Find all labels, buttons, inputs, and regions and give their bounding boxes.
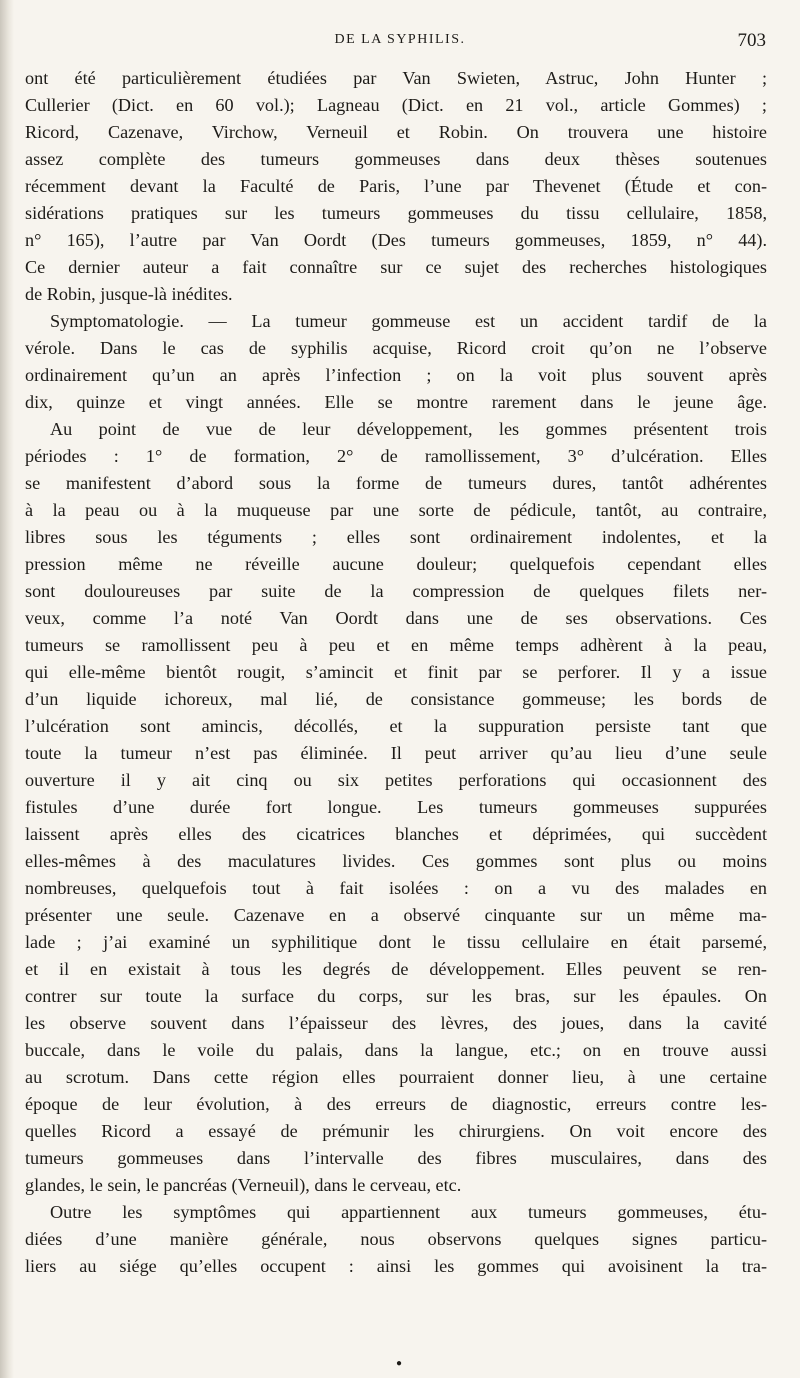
text-line: toute la tumeur n’est pas éliminée. Il peut arriver qu’au lieu d’une seule: [25, 743, 767, 763]
text-line: Cullerier (Dict. en 60 vol.); Lagneau (Dict. en 21 vol., article Gommes) ;: [25, 95, 767, 115]
text-line: liers au siége qu’elles occupent : ainsi les gommes qui avoisinent la tra-: [25, 1256, 767, 1276]
text-line: vérole. Dans le cas de syphilis acquise, Ricord croit qu’on ne l’observe: [25, 338, 767, 358]
ink-spot: ●: [396, 1358, 403, 1369]
text-line: diées d’une manière générale, nous observons quelques signes particu-: [25, 1229, 767, 1249]
text-line: nombreuses, quelquefois tout à fait isolées : on a vu des malades en: [25, 878, 767, 898]
text-line: ouverture il y ait cinq ou six petites perforations qui occasionnent des: [25, 770, 767, 790]
text-line: assez complète des tumeurs gommeuses dans deux thèses soutenues: [25, 149, 767, 169]
text-line: Symptomatologie. — La tumeur gommeuse est un accident tardif de la: [50, 311, 767, 331]
text-line: veux, comme l’a noté Van Oordt dans une de ses observations. Ces: [25, 608, 767, 628]
text-line: quelles Ricord a essayé de prémunir les chirurgiens. On voit encore des: [25, 1121, 767, 1141]
text-line: les observe souvent dans l’épaisseur des lèvres, des joues, dans la cavité: [25, 1013, 767, 1033]
text-line: l’ulcération sont amincis, décollés, et la suppuration persiste tant que: [25, 716, 767, 736]
page-number: 703: [737, 30, 766, 51]
text-line: périodes : 1° de formation, 2° de ramollissement, 3° d’ulcération. Elles: [25, 446, 767, 466]
text-line: Outre les symptômes qui appartiennent aux tumeurs gommeuses, étu-: [50, 1202, 767, 1222]
text-line: laissent après elles des cicatrices blanches et déprimées, qui succèdent: [25, 824, 767, 844]
text-line: et il en existait à tous les degrés de développement. Elles peuvent se ren-: [25, 959, 767, 979]
running-head: [0, 30, 800, 58]
text-line: à la peau ou à la muqueuse par une sorte de pédicule, tantôt, au contraire,: [25, 500, 767, 520]
text-line: tumeurs se ramollissent peu à peu et en même temps adhèrent à la peau,: [25, 635, 767, 655]
text-line: elles-mêmes à des maculatures livides. Ces gommes sont plus ou moins: [25, 851, 767, 871]
text-line: de Robin, jusque-là inédites.: [25, 284, 233, 304]
text-line: fistules d’une durée fort longue. Les tumeurs gommeuses suppurées: [25, 797, 767, 817]
text-line: ordinairement qu’un an après l’infection ; on la voit plus souvent après: [25, 365, 767, 385]
text-line: Au point de vue de leur développement, les gommes présentent trois: [50, 419, 767, 439]
text-line: dix, quinze et vingt années. Elle se montre rarement dans le jeune âge.: [25, 392, 767, 412]
text-line: n° 165), l’autre par Van Oordt (Des tumeurs gommeuses, 1859, n° 44).: [25, 230, 767, 250]
text-line: récemment devant la Faculté de Paris, l’une par Thevenet (Étude et con-: [25, 176, 767, 196]
text-line: qui elle-même bientôt rougit, s’amincit et finit par se perforer. Il y a issue: [25, 662, 767, 682]
text-line: lade ; j’ai examiné un syphilitique dont le tissu cellulaire en était parsemé,: [25, 932, 767, 952]
text-line: tumeurs gommeuses dans l’intervalle des fibres musculaires, dans des: [25, 1148, 767, 1168]
body-text: [25, 65, 767, 1280]
text-line: au scrotum. Dans cette région elles pourraient donner lieu, à une certaine: [25, 1067, 767, 1087]
text-line: se manifestent d’abord sous la forme de tumeurs dures, tantôt adhérentes: [25, 473, 767, 493]
text-line: présenter une seule. Cazenave en a observé cinquante sur un même ma-: [25, 905, 767, 925]
text-line: d’un liquide ichoreux, mal lié, de consistance gommeuse; les bords de: [25, 689, 767, 709]
text-line: époque de leur évolution, à des erreurs de diagnostic, erreurs contre les-: [25, 1094, 767, 1114]
text-line: pression même ne réveille aucune douleur; quelquefois cependant elles: [25, 554, 767, 574]
text-line: Ricord, Cazenave, Virchow, Verneuil et Robin. On trouvera une histoire: [25, 122, 767, 142]
text-line: buccale, dans le voile du palais, dans la langue, etc.; on en trouve aussi: [25, 1040, 767, 1060]
text-line: sont douloureuses par suite de la compression de quelques filets ner-: [25, 581, 767, 601]
text-line: contrer sur toute la surface du corps, sur les bras, sur les épaules. On: [25, 986, 767, 1006]
text-line: glandes, le sein, le pancréas (Verneuil), dans le cerveau, etc.: [25, 1175, 462, 1195]
text-line: Ce dernier auteur a fait connaître sur ce sujet des recherches histologiques: [25, 257, 767, 277]
text-line: sidérations pratiques sur les tumeurs gommeuses du tissu cellulaire, 1858,: [25, 203, 767, 223]
text-line: libres sous les téguments ; elles sont ordinairement indolentes, et la: [25, 527, 767, 547]
text-line: ont été particulièrement étudiées par Van Swieten, Astruc, John Hunter ;: [25, 68, 767, 88]
running-title: DE LA SYPHILIS.: [334, 32, 466, 47]
